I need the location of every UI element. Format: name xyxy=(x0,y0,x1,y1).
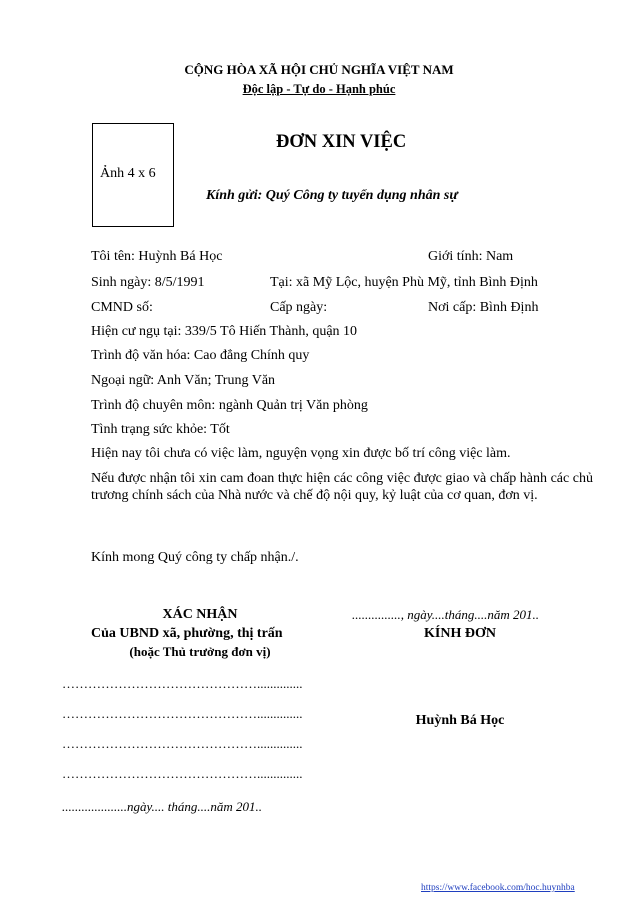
confirmation-dotted-line: ……………………………………….............. xyxy=(62,706,303,721)
confirmation-dotted-line: ……………………………………….............. xyxy=(62,736,303,751)
health-status: Tình trạng sức khỏe: Tốt xyxy=(91,422,230,437)
applicant-gender: Giới tính: Nam xyxy=(428,249,514,264)
form-title: ĐƠN XIN VIỆC xyxy=(276,132,407,152)
recipient-line: Kính gửi: Quý Công ty tuyển dụng nhân sự xyxy=(206,188,458,203)
confirmation-authority: Của UBND xã, phường, thị trấn xyxy=(91,626,283,641)
signature-date-line: ..............., ngày....tháng....năm 201.. xyxy=(352,607,540,622)
signature-title: KÍNH ĐƠN xyxy=(424,626,496,641)
specialty: Trình độ chuyên môn: ngành Quản trị Văn phòng xyxy=(91,398,368,413)
applicant-dob: Sinh ngày: 8/5/1991 xyxy=(91,275,205,290)
languages: Ngoại ngữ: Anh Văn; Trung Văn xyxy=(91,373,276,388)
photo-placeholder-box xyxy=(92,123,174,227)
commitment-paragraph: Nếu được nhận tôi xin cam đoan thực hiện các công việc được giao và chấp hành các chủ trương chính sách của Nhà nước và chế độ nội quy, kỷ luật của cơ quan, đơn vị. xyxy=(91,471,593,503)
confirmation-dotted-line: ……………………………………….............. xyxy=(62,766,303,781)
id-issue-place: Nơi cấp: Bình Định xyxy=(428,300,539,315)
national-title: CỘNG HÒA XÃ HỘI CHỦ NGHĨA VIỆT NAM xyxy=(184,62,454,77)
photo-placeholder-label: Ảnh 4 x 6 xyxy=(100,166,156,181)
applicant-name: Tôi tên: Huỳnh Bá Học xyxy=(91,249,223,264)
footer-facebook-link[interactable]: https://www.facebook.com/hoc.huynhba xyxy=(421,883,575,893)
confirmation-date-line: ....................ngày.... tháng....năm 201.. xyxy=(62,799,263,814)
confirmation-alternative: (hoặc Thủ trưởng đơn vị) xyxy=(129,644,271,659)
residence: Hiện cư ngụ tại: 339/5 Tô Hiến Thành, quận 10 xyxy=(91,324,358,339)
job-request: Hiện nay tôi chưa có việc làm, nguyện vọng xin được bố trí công việc làm. xyxy=(91,446,511,461)
education-level: Trình độ văn hóa: Cao đẳng Chính quy xyxy=(91,348,310,363)
id-number: CMND số: xyxy=(91,300,153,315)
confirmation-title: XÁC NHẬN xyxy=(162,607,238,622)
id-issue-date: Cấp ngày: xyxy=(270,300,328,315)
applicant-birthplace: Tại: xã Mỹ Lộc, huyện Phù Mỹ, tỉnh Bình Định xyxy=(270,275,538,290)
motto: Độc lập - Tự do - Hạnh phúc xyxy=(242,82,396,96)
closing-line: Kính mong Quý công ty chấp nhận./. xyxy=(91,550,299,565)
signature-name: Huỳnh Bá Học xyxy=(415,713,505,728)
confirmation-dotted-line: ……………………………………….............. xyxy=(62,676,303,691)
